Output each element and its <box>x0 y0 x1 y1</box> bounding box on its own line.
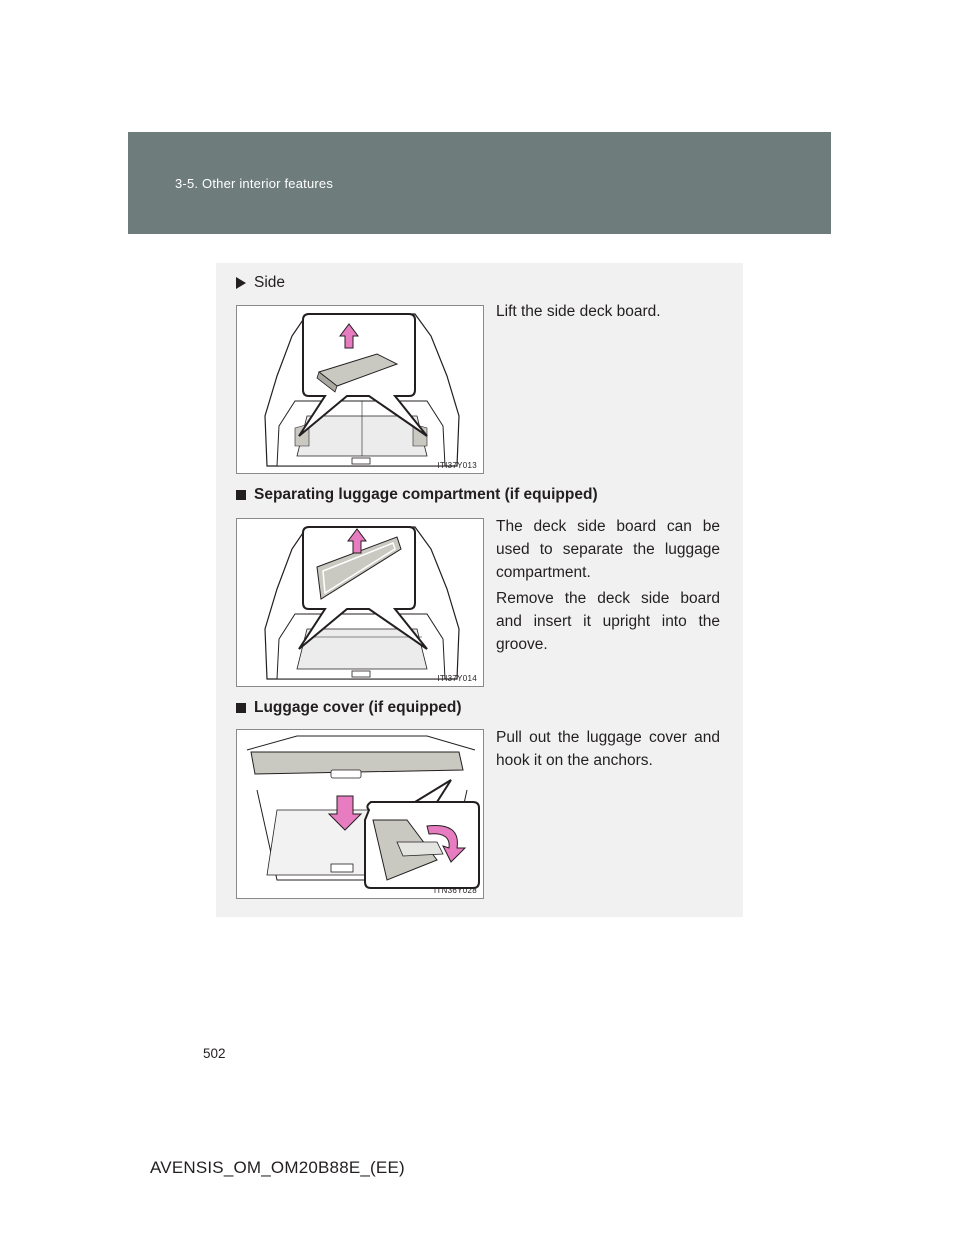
side-subheading-label: Side <box>254 274 286 291</box>
page-number: 502 <box>203 1046 226 1061</box>
cover-heading-label: Luggage cover (if equipped) <box>254 699 462 716</box>
cover-heading <box>236 699 462 717</box>
separating-heading-label: Separating luggage compartment (if equipped) <box>254 486 598 503</box>
square-bullet-icon <box>236 703 246 713</box>
separating-illustration <box>237 519 484 687</box>
separating-text-1: The deck side board can be used to separate the luggage compartment. <box>496 518 720 581</box>
separating-heading <box>236 486 598 504</box>
side-deck-illustration <box>237 306 484 474</box>
figure-code: ITI37Y013 <box>437 461 477 470</box>
side-subheading <box>236 274 285 292</box>
square-bullet-icon <box>236 490 246 500</box>
separating-text-2: Remove the deck side board and insert it upright into the groove. <box>496 590 720 653</box>
cover-illustration <box>237 730 484 899</box>
section-title: 3-5. Other interior features <box>175 176 334 191</box>
separating-figure <box>236 518 484 687</box>
cover-text: Pull out the luggage cover and hook it on the anchors. <box>496 729 720 769</box>
figure-code: ITN36Y028 <box>433 886 477 895</box>
side-deck-figure <box>236 305 484 474</box>
triangle-bullet-icon <box>236 277 246 289</box>
document-code: AVENSIS_OM_OM20B88E_(EE) <box>150 1158 405 1177</box>
side-text: Lift the side deck board. <box>496 303 661 320</box>
cover-figure <box>236 729 484 899</box>
figure-code: ITI37Y014 <box>437 674 477 683</box>
